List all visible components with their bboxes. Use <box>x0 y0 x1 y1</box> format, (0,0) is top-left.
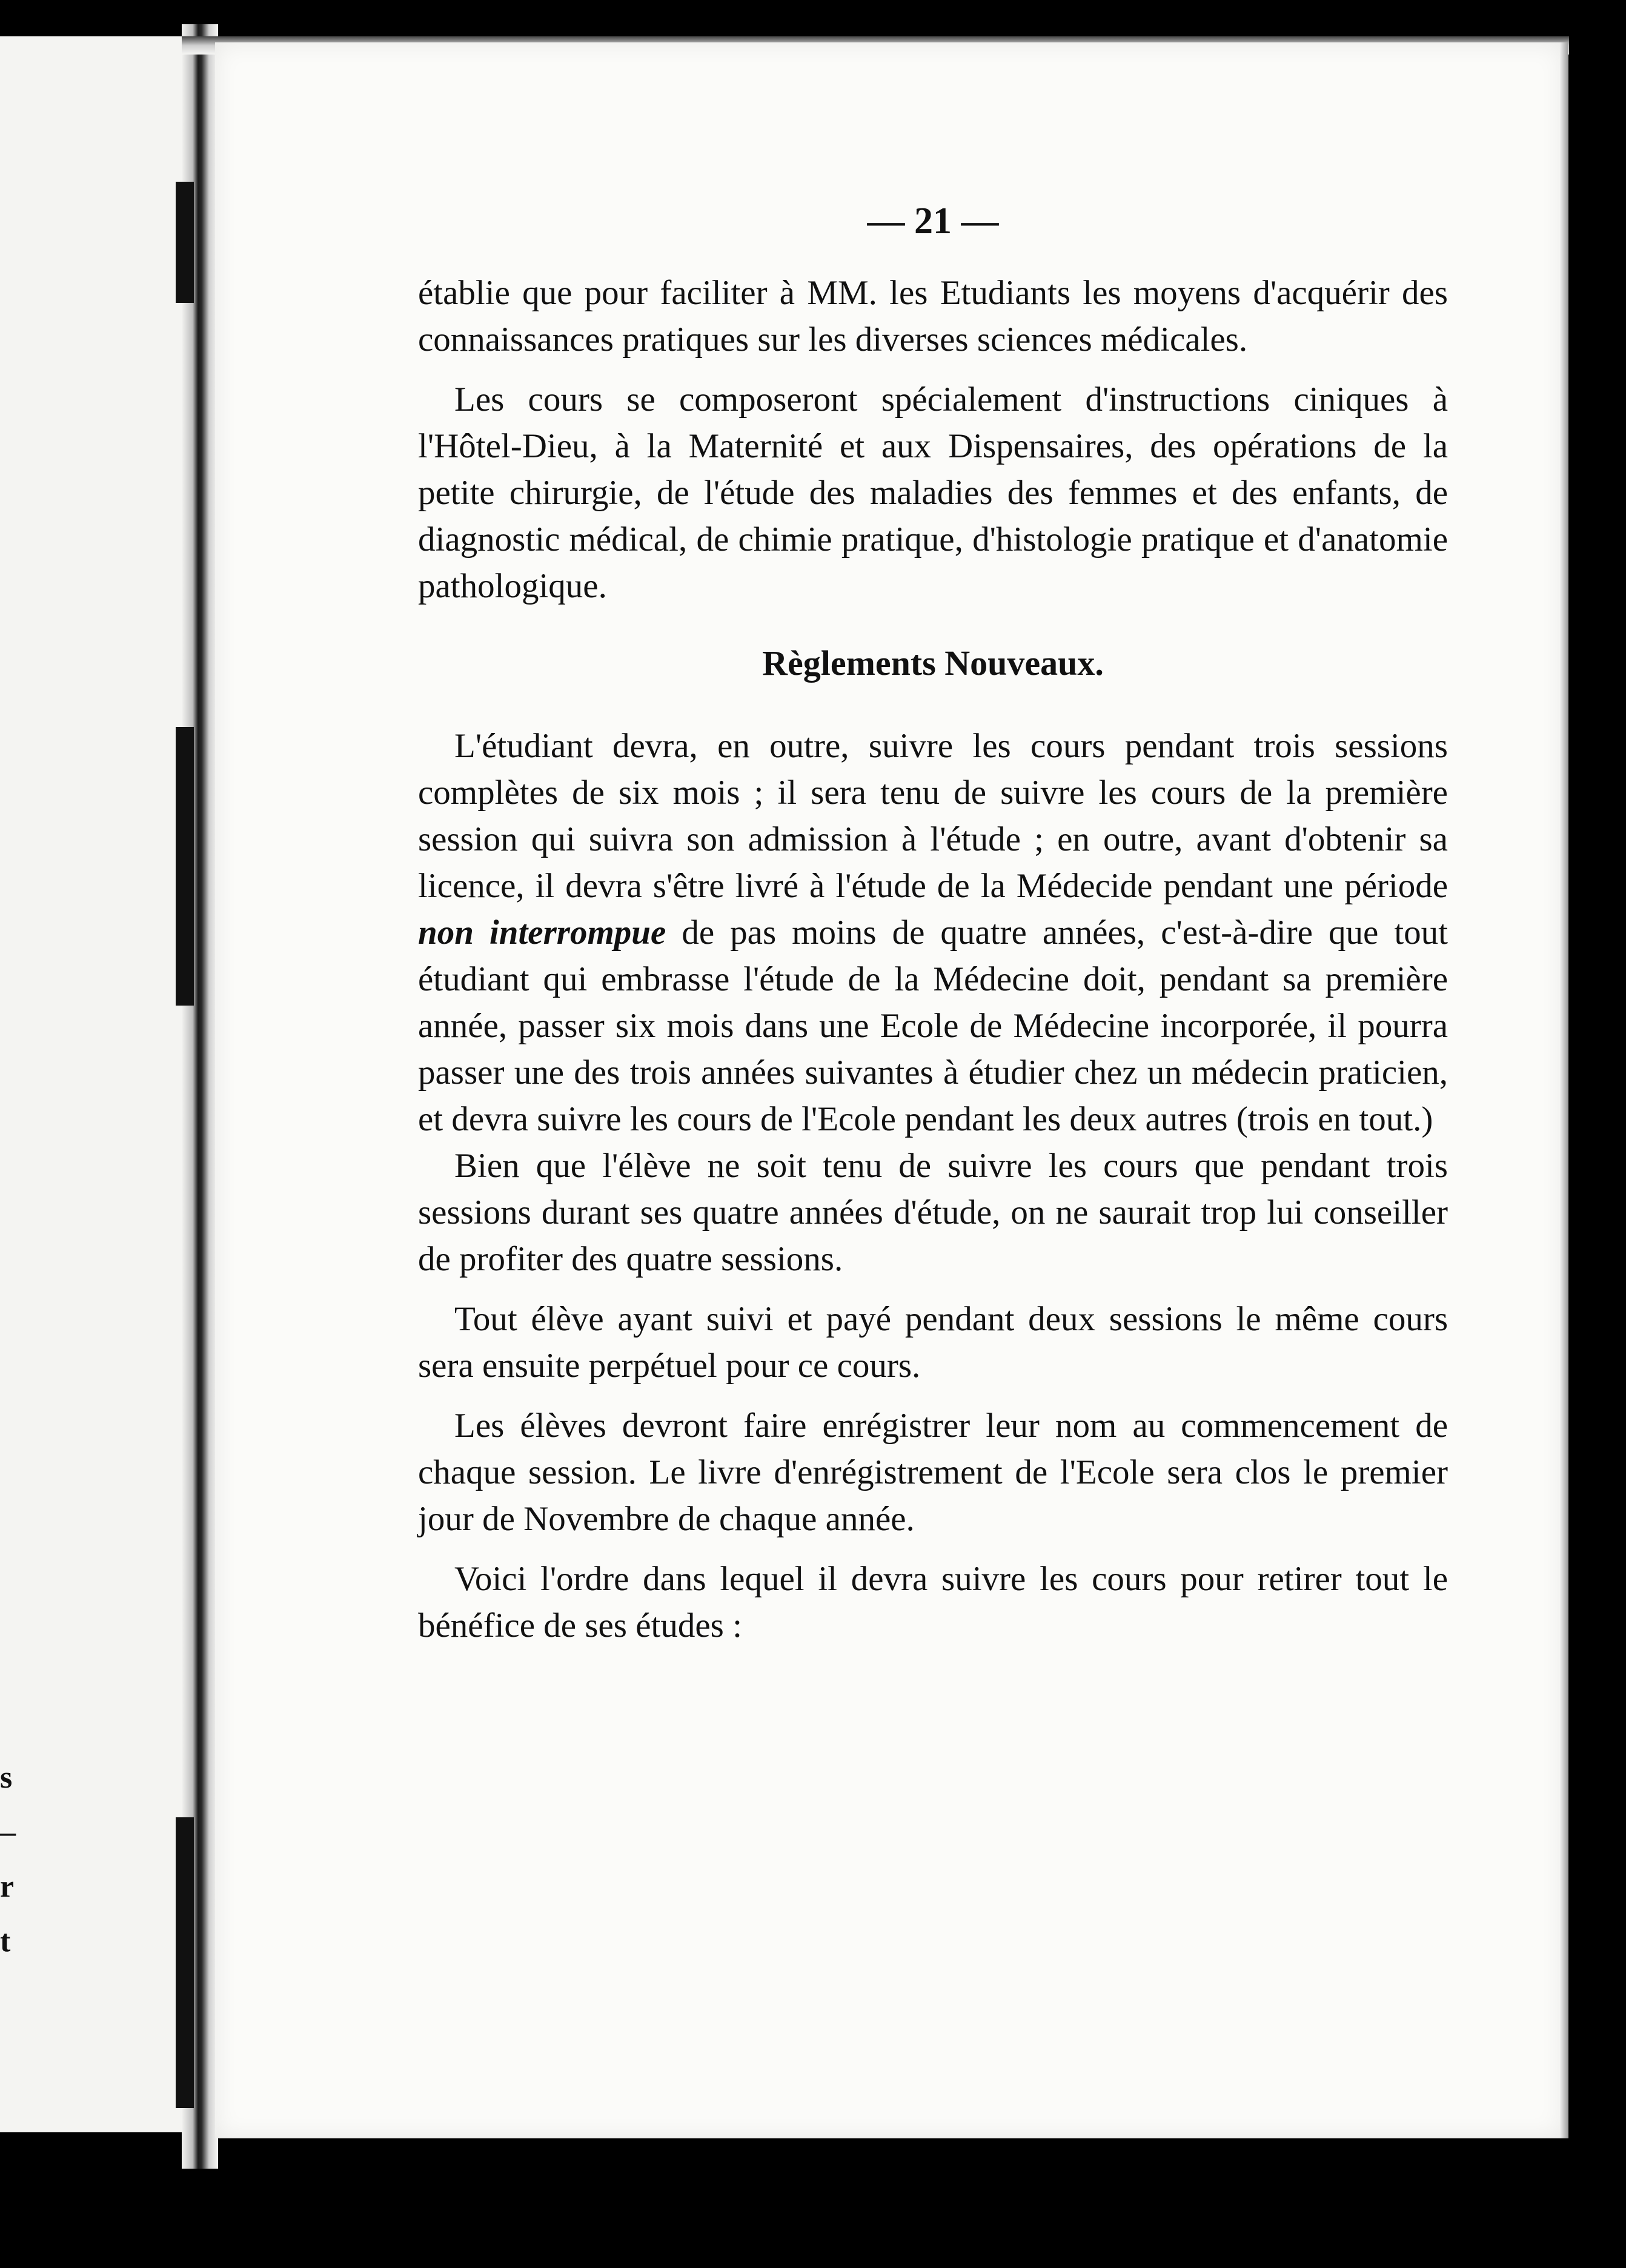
paragraph: Voici l'ordre dans lequel il devra suivre les cours pour retirer tout le bénéfice de ses études : <box>418 1560 1448 1645</box>
paragraph <box>418 723 1448 1142</box>
margin-letter: s <box>0 1760 13 1795</box>
section-heading: Règlements Nouveaux. <box>762 643 1104 683</box>
left-facing-page <box>0 36 194 2132</box>
gutter-tear-mark <box>176 727 194 1006</box>
emphasized-text: non interrompue <box>418 913 666 952</box>
paragraph: Bien que l'élève ne soit tenu de suivre les cours que pendant trois sessions durant ses quatre années d'étude, on ne saurait trop lui conseiller de profiter des quatre sessions. <box>418 1147 1448 1278</box>
margin-letter: r <box>0 1869 15 1904</box>
paragraph: Les élèves devront faire enrégistrer leur nom au commencement de chaque session. Le livre d'enrégistrement de l'Ecole sera clos le premier jour de Novembre de chaque année. <box>418 1407 1448 1538</box>
paragraph: Tout élève ayant suivi et payé pendant deux sessions le même cours sera ensuite perpétuel pour ce cours. <box>418 1300 1448 1385</box>
paragraph: Les cours se composeront spécialement d'instructions ciniques à l'Hôtel-Dieu, à la Maternité et aux Dispensaires, des opérations de la petite chirurgie, de l'étude des maladies des femmes et des enfants, de diagnostic médical, de chimie pratique, d'histologie pratique et d'anatomie pathologique. <box>418 380 1448 605</box>
margin-letter: – <box>0 1815 16 1849</box>
paragraph: établie que pour faciliter à MM. les Etudiants les moyens d'acquérir des connaissances pratiques sur les diverses sciences médicales. <box>418 274 1448 359</box>
gutter-tear-mark <box>176 1817 194 2108</box>
gutter-tear-mark <box>176 182 194 303</box>
left-page-margin-text <box>0 1751 16 1969</box>
margin-letter: t <box>0 1924 11 1958</box>
page-number: — 21 — <box>867 201 999 242</box>
paragraph-text: de pas moins de quatre années, c'est-à-dire que tout étudiant qui embrasse l'étude de la Médecine doit, pendant sa première année, passer six mois dans une Ecole de Médecine incorporée, il pourra passer une des trois années suivantes à étudier chez un médecin praticien, et devra suivre les cours de l'Ecole pendant les deux autres (trois en tout.) <box>418 913 1448 1138</box>
page-body <box>418 270 1448 1649</box>
paragraph-text: L'étudiant devra, en outre, suivre les cours pendant trois sessions complètes de six mois ; il sera tenu de suivre les cours de la première session qui suivra son admission à l'étude ; en outre, avant d'obtenir sa licence, il devra s'être livré à l'étude de la Médecide pendant une période <box>418 727 1448 905</box>
page-right-edge <box>1560 42 1568 2138</box>
